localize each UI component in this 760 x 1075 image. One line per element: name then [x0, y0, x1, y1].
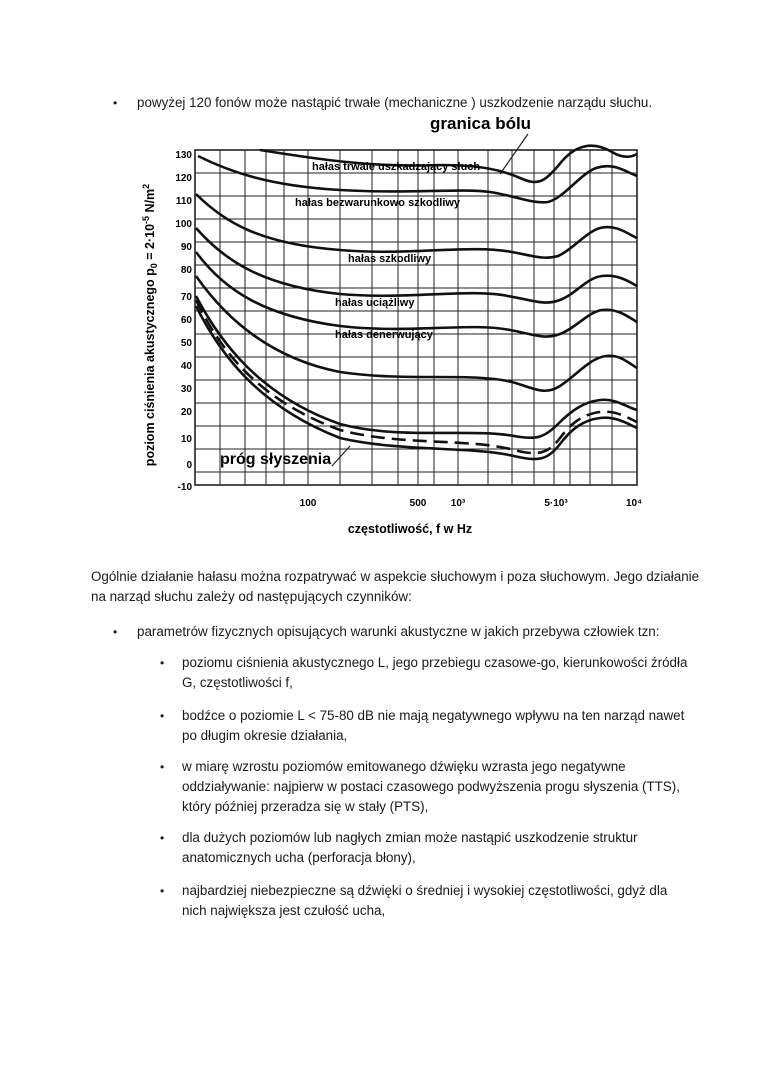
curve-label: hałas uciążliwy — [335, 297, 415, 309]
x-tick: 500 — [409, 498, 427, 509]
pain-threshold-label: granica bólu — [430, 114, 532, 133]
x-tick: 100 — [299, 498, 317, 509]
paragraph-line: na narząd słuchu zależy od następujących czynników: — [91, 589, 412, 604]
curve-label: hałas szkodliwy — [348, 253, 432, 265]
sub-bullet-line: poziomu ciśnienia akustycznego L, jego przebiegu czasowe-go, kierunkowości źródła — [182, 655, 688, 670]
y-tick: 70 — [180, 292, 192, 303]
x-tick: 10⁴ — [625, 498, 643, 509]
equal-loudness-figure — [140, 110, 643, 540]
x-tick: 5·10³ — [544, 498, 568, 509]
bullet-glyph: • — [160, 760, 165, 774]
sub-bullet-line: dla dużych poziomów lub nagłych zmian może nastąpić uszkodzenie struktur — [182, 830, 638, 845]
level1-bullet-text: parametrów fizycznych opisujących warunki akustyczne w jakich przebywa człowiek tzn: — [137, 624, 660, 639]
x-tick-labels — [300, 498, 642, 509]
y-axis-title: poziom ciśnienia akustycznego $p_0 = 2\cdot 10^{-5}$ $N/m^2$ — [141, 183, 159, 467]
bullet-glyph: • — [160, 831, 165, 845]
y-tick: 100 — [175, 219, 192, 230]
y-tick: 30 — [180, 384, 192, 395]
y-tick: 90 — [180, 242, 192, 253]
sub-bullet-line: G, częstotliwości f, — [182, 675, 293, 690]
sub-bullet-line: który później przeradza się w stały (PTS), — [182, 799, 429, 814]
y-tick: 20 — [180, 407, 192, 418]
curve-label: hałas bezwarunkowo szkodliwy — [295, 197, 461, 209]
loudness-curves — [196, 146, 637, 459]
y-tick: 110 — [175, 196, 192, 207]
bullet-glyph: • — [113, 96, 118, 110]
y-tick: 60 — [180, 315, 192, 326]
sub-bullet-line: po długim okresie działania, — [182, 728, 348, 743]
intro-bullet-text: powyżej 120 fonów może nastąpić trwałe (mechaniczne ) uszkodzenie narządu słuchu. — [137, 95, 653, 110]
y-tick: 10 — [180, 434, 192, 445]
bullet-glyph: • — [160, 709, 165, 723]
bullet-glyph: • — [113, 625, 118, 639]
sub-bullet-line: w miarę wzrostu poziomów emitowanego dźwięku wzrasta jego negatywne — [182, 759, 626, 774]
curve-label: hałas trwale uszkadzający słuch — [312, 161, 481, 173]
sub-bullet-line: najbardziej niebezpieczne są dźwięki o średniej i wysokiej częstotliwości, gdyż dla — [182, 883, 668, 898]
y-tick: 80 — [180, 265, 192, 276]
sub-bullet-line: nich największa jest czułość ucha, — [182, 903, 386, 918]
sub-bullet-line: oddziaływanie: najpierw w postaci czasowego podwyższenia progu słyszenia (TTS), — [182, 779, 680, 794]
pain-threshold-pointer — [500, 134, 528, 174]
bullet-glyph: • — [160, 656, 165, 670]
y-tick: 50 — [180, 338, 192, 349]
threshold-label: próg słyszenia — [220, 451, 332, 468]
y-tick: 0 — [186, 460, 192, 471]
x-tick: 10³ — [450, 498, 466, 509]
y-tick: 40 — [180, 361, 192, 372]
y-tick: 130 — [175, 150, 192, 161]
x-axis-title: częstotliwość, f w Hz — [347, 522, 473, 536]
curve-label: hałas denerwujący — [335, 329, 433, 341]
bullet-glyph: • — [160, 884, 165, 898]
y-tick: 120 — [175, 173, 192, 184]
sub-bullet-line: anatomicznych ucha (perforacja błony), — [182, 850, 416, 865]
curve-20 — [196, 296, 637, 438]
sub-bullet-line: bodźce o poziomie L < 75-80 dB nie mają negatywnego wpływu na ten narząd nawet — [182, 708, 685, 723]
paragraph-line: Ogólnie działanie hałasu można rozpatrywać w aspekcie słuchowym i poza słuchowym. Jego działanie — [91, 569, 700, 584]
y-tick: -10 — [177, 482, 192, 493]
y-tick-labels — [175, 150, 192, 493]
